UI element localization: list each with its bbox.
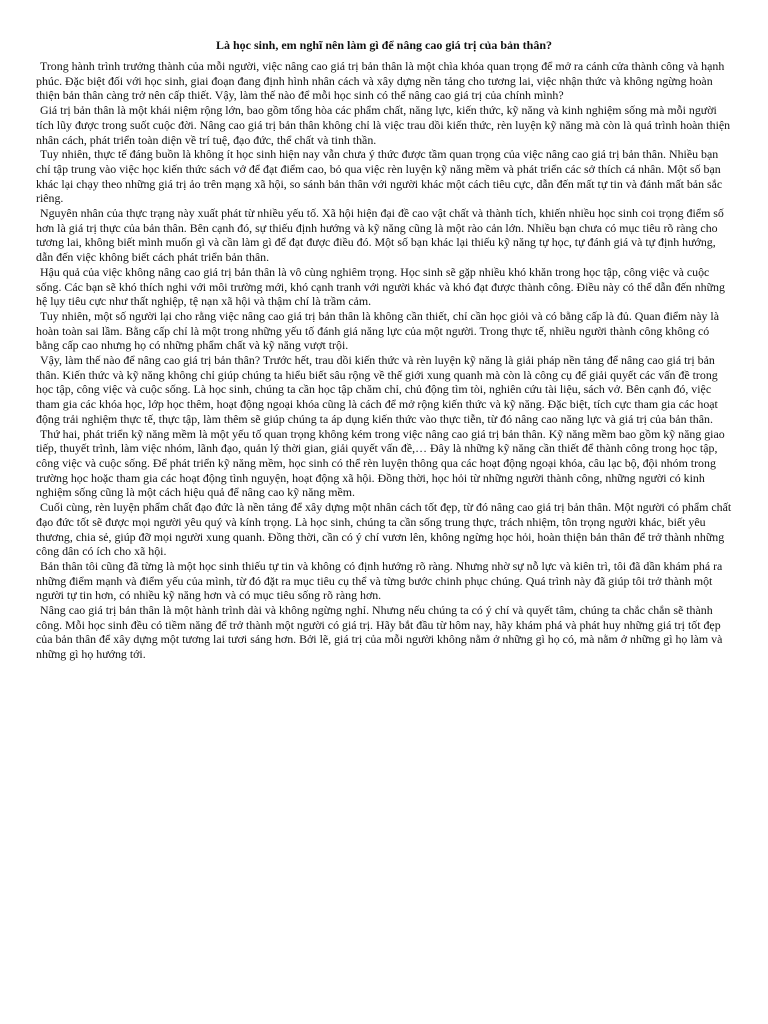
paragraph: Tuy nhiên, một số người lại cho rằng việc nâng cao giá trị bản thân là không cần thiết, chỉ cần học giỏi và có bằng cấp là đủ. Quan điểm này là hoàn toàn sai lầm. Bằng cấp chỉ là một trong những yếu tố đánh giá năng lực của một người. Trong thực tế, nhiều người thành công không có bằng cấp cao nhưng họ có những phẩm chất và kỹ năng vượt trội. [36,308,719,353]
paragraph: Cuối cùng, rèn luyện phẩm chất đạo đức là nền tảng để xây dựng một nhân cách tốt đẹp, từ đó nâng cao giá trị bản thân. Một người có phẩm chất đạo đức tốt sẽ được mọi người yêu quý và kính trọng. Là học sinh, chúng ta cần sống trung thực, trách nhiệm, tôn trọng người khác, biết yêu thương, chia sẻ, giúp đỡ mọi người xung quanh. Đồng thời, cần có ý chí vươn lên, không ngừng học hỏi, hoàn thiện bản thân để trở thành những công dân có ích cho xã hội. [36,500,732,559]
paragraph: Tuy nhiên, thực tế đáng buồn là không ít học sinh hiện nay vẫn chưa ý thức được tầm quan trọng của việc nâng cao giá trị bản thân. Nhiều bạn chỉ tập trung vào việc học kiến thức sách vở để đạt điểm cao, bỏ qua việc rèn luyện kỹ năng mềm và phát triển các sở thích cá nhân. Một số bạn khác lại chạy theo những giá trị ảo trên mạng xã hội, so sánh bản thân với người khác một cách tiêu cực, dẫn đến mất tự tin và đánh mất bản sắc riêng. [36,147,723,206]
paragraph: Hậu quả của việc không nâng cao giá trị bản thân là vô cùng nghiêm trọng. Học sinh sẽ gặp nhiều khó khăn trong học tập, công việc và cuộc sống. Các bạn sẽ khó thích nghi với môi trường mới, khó cạnh tranh với người khác và khó đạt được thành công. Điều này có thể dẫn đến những hệ lụy tiêu cực như thất nghiệp, tệ nạn xã hội và thậm chí là trầm cảm. [36,264,725,309]
document-body [36,59,732,662]
paragraph: Nâng cao giá trị bản thân là một hành trình dài và không ngừng nghỉ. Nhưng nếu chúng ta có ý chí và quyết tâm, chúng ta chắc chắn sẽ thành công. Mỗi học sinh đều có tiềm năng để trở thành một người có giá trị. Hãy bắt đầu từ hôm nay, hãy khám phá và phát huy những giá trị tốt đẹp của bản thân để xây dựng một tương lai tươi sáng hơn. Bởi lẽ, giá trị của mỗi người không nằm ở những gì họ có, mà nằm ở những gì họ làm và những gì họ hướng tới. [36,603,723,662]
paragraph: Giá trị bản thân là một khái niệm rộng lớn, bao gồm tổng hòa các phẩm chất, năng lực, kiến thức, kỹ năng và kinh nghiệm sống mà mỗi người tích lũy được trong suốt cuộc đời. Nâng cao giá trị bản thân không chỉ là việc trau dồi kiến thức, rèn luyện kỹ năng mà còn là quá trình hoàn thiện nhân cách, phát triển toàn diện về trí tuệ, đạo đức, thể chất và tinh thần. [36,103,731,147]
paragraph: Nguyên nhân của thực trạng này xuất phát từ nhiều yếu tố. Xã hội hiện đại đề cao vật chất và thành tích, khiến nhiều học sinh coi trọng điểm số hơn là giá trị thực của bản thân. Bên cạnh đó, sự thiếu định hướng và kỹ năng cũng là một rào cản lớn. Nhiều bạn chưa có mục tiêu rõ ràng cho tương lai, không biết mình muốn gì và cần làm gì để đạt được điều đó. Một số bạn khác lại thiếu kỹ năng tự học, tự đánh giá và tự định hướng, dẫn đến việc không biết cách phát triển bản thân. [36,206,724,265]
paragraph: Vậy, làm thế nào để nâng cao giá trị bản thân? Trước hết, trau dồi kiến thức và rèn luyện kỹ năng là giải pháp nền tảng để nâng cao giá trị bản thân. Kiến thức và kỹ năng không chỉ giúp chúng ta hiểu biết sâu rộng về thế giới xung quanh mà còn là công cụ để giải quyết các vấn đề trong học tập, công việc và cuộc sống. Là học sinh, chúng ta cần học tập chăm chỉ, chủ động tìm tòi, nghiên cứu tài liệu, sách vở. Bên cạnh đó, việc tham gia các khóa học, lớp học thêm, hoạt động ngoại khóa cũng là cách để mở rộng kiến thức và kỹ năng. Đặc biệt, tích cực tham gia các hoạt động trải nghiệm thực tế, thực tập, làm thêm sẽ giúp chúng ta áp dụng kiến thức vào thực tiễn, từ đó nâng cao năng lực và giá trị của bản thân. [36,353,718,426]
paragraph: Trong hành trình trưởng thành của mỗi người, việc nâng cao giá trị bản thân là một chìa khóa quan trọng để mở ra cánh cửa thành công và hạnh phúc. Đặc biệt đối với học sinh, giai đoạn đang định hình nhân cách và xây dựng nền tảng cho tương lai, việc nhận thức và không ngừng hoàn thiện bản thân càng trở nên cấp thiết. Vậy, làm thế nào để mỗi học sinh có thể nâng cao giá trị của chính mình? [36,59,725,103]
paragraph: Thứ hai, phát triển kỹ năng mềm là một yếu tố quan trọng không kém trong việc nâng cao giá trị bản thân. Kỹ năng mềm bao gồm kỹ năng giao tiếp, thuyết trình, làm việc nhóm, lãnh đạo, quản lý thời gian, giải quyết vấn đề,… Đây là những kỹ năng cần thiết để thành công trong học tập, công việc và cuộc sống. Để phát triển kỹ năng mềm, học sinh có thể rèn luyện thông qua các hoạt động ngoại khóa, câu lạc bộ, đội nhóm trong trường học hoặc tham gia các hoạt động tình nguyện, hoạt động xã hội. Đồng thời, học hỏi từ những người thành công, những người có kinh nghiệm sống cũng là một cách hiệu quả để nâng cao kỹ năng mềm. [36,426,725,500]
page-title: Là học sinh, em nghĩ nên làm gì để nâng cao giá trị của bản thân? [215,38,553,52]
paragraph: Bản thân tôi cũng đã từng là một học sinh thiếu tự tin và không có định hướng rõ ràng. Nhưng nhờ sự nỗ lực và kiên trì, tôi đã dần khám phá ra những điểm mạnh và điểm yếu của mình, từ đó đặt ra mục tiêu cụ thể và từng bước chinh phục chúng. Quá trình này đã giúp tôi trở thành một người tự tin hơn, có nhiều kỹ năng hơn và có mục tiêu sống rõ ràng hơn. [36,558,723,603]
